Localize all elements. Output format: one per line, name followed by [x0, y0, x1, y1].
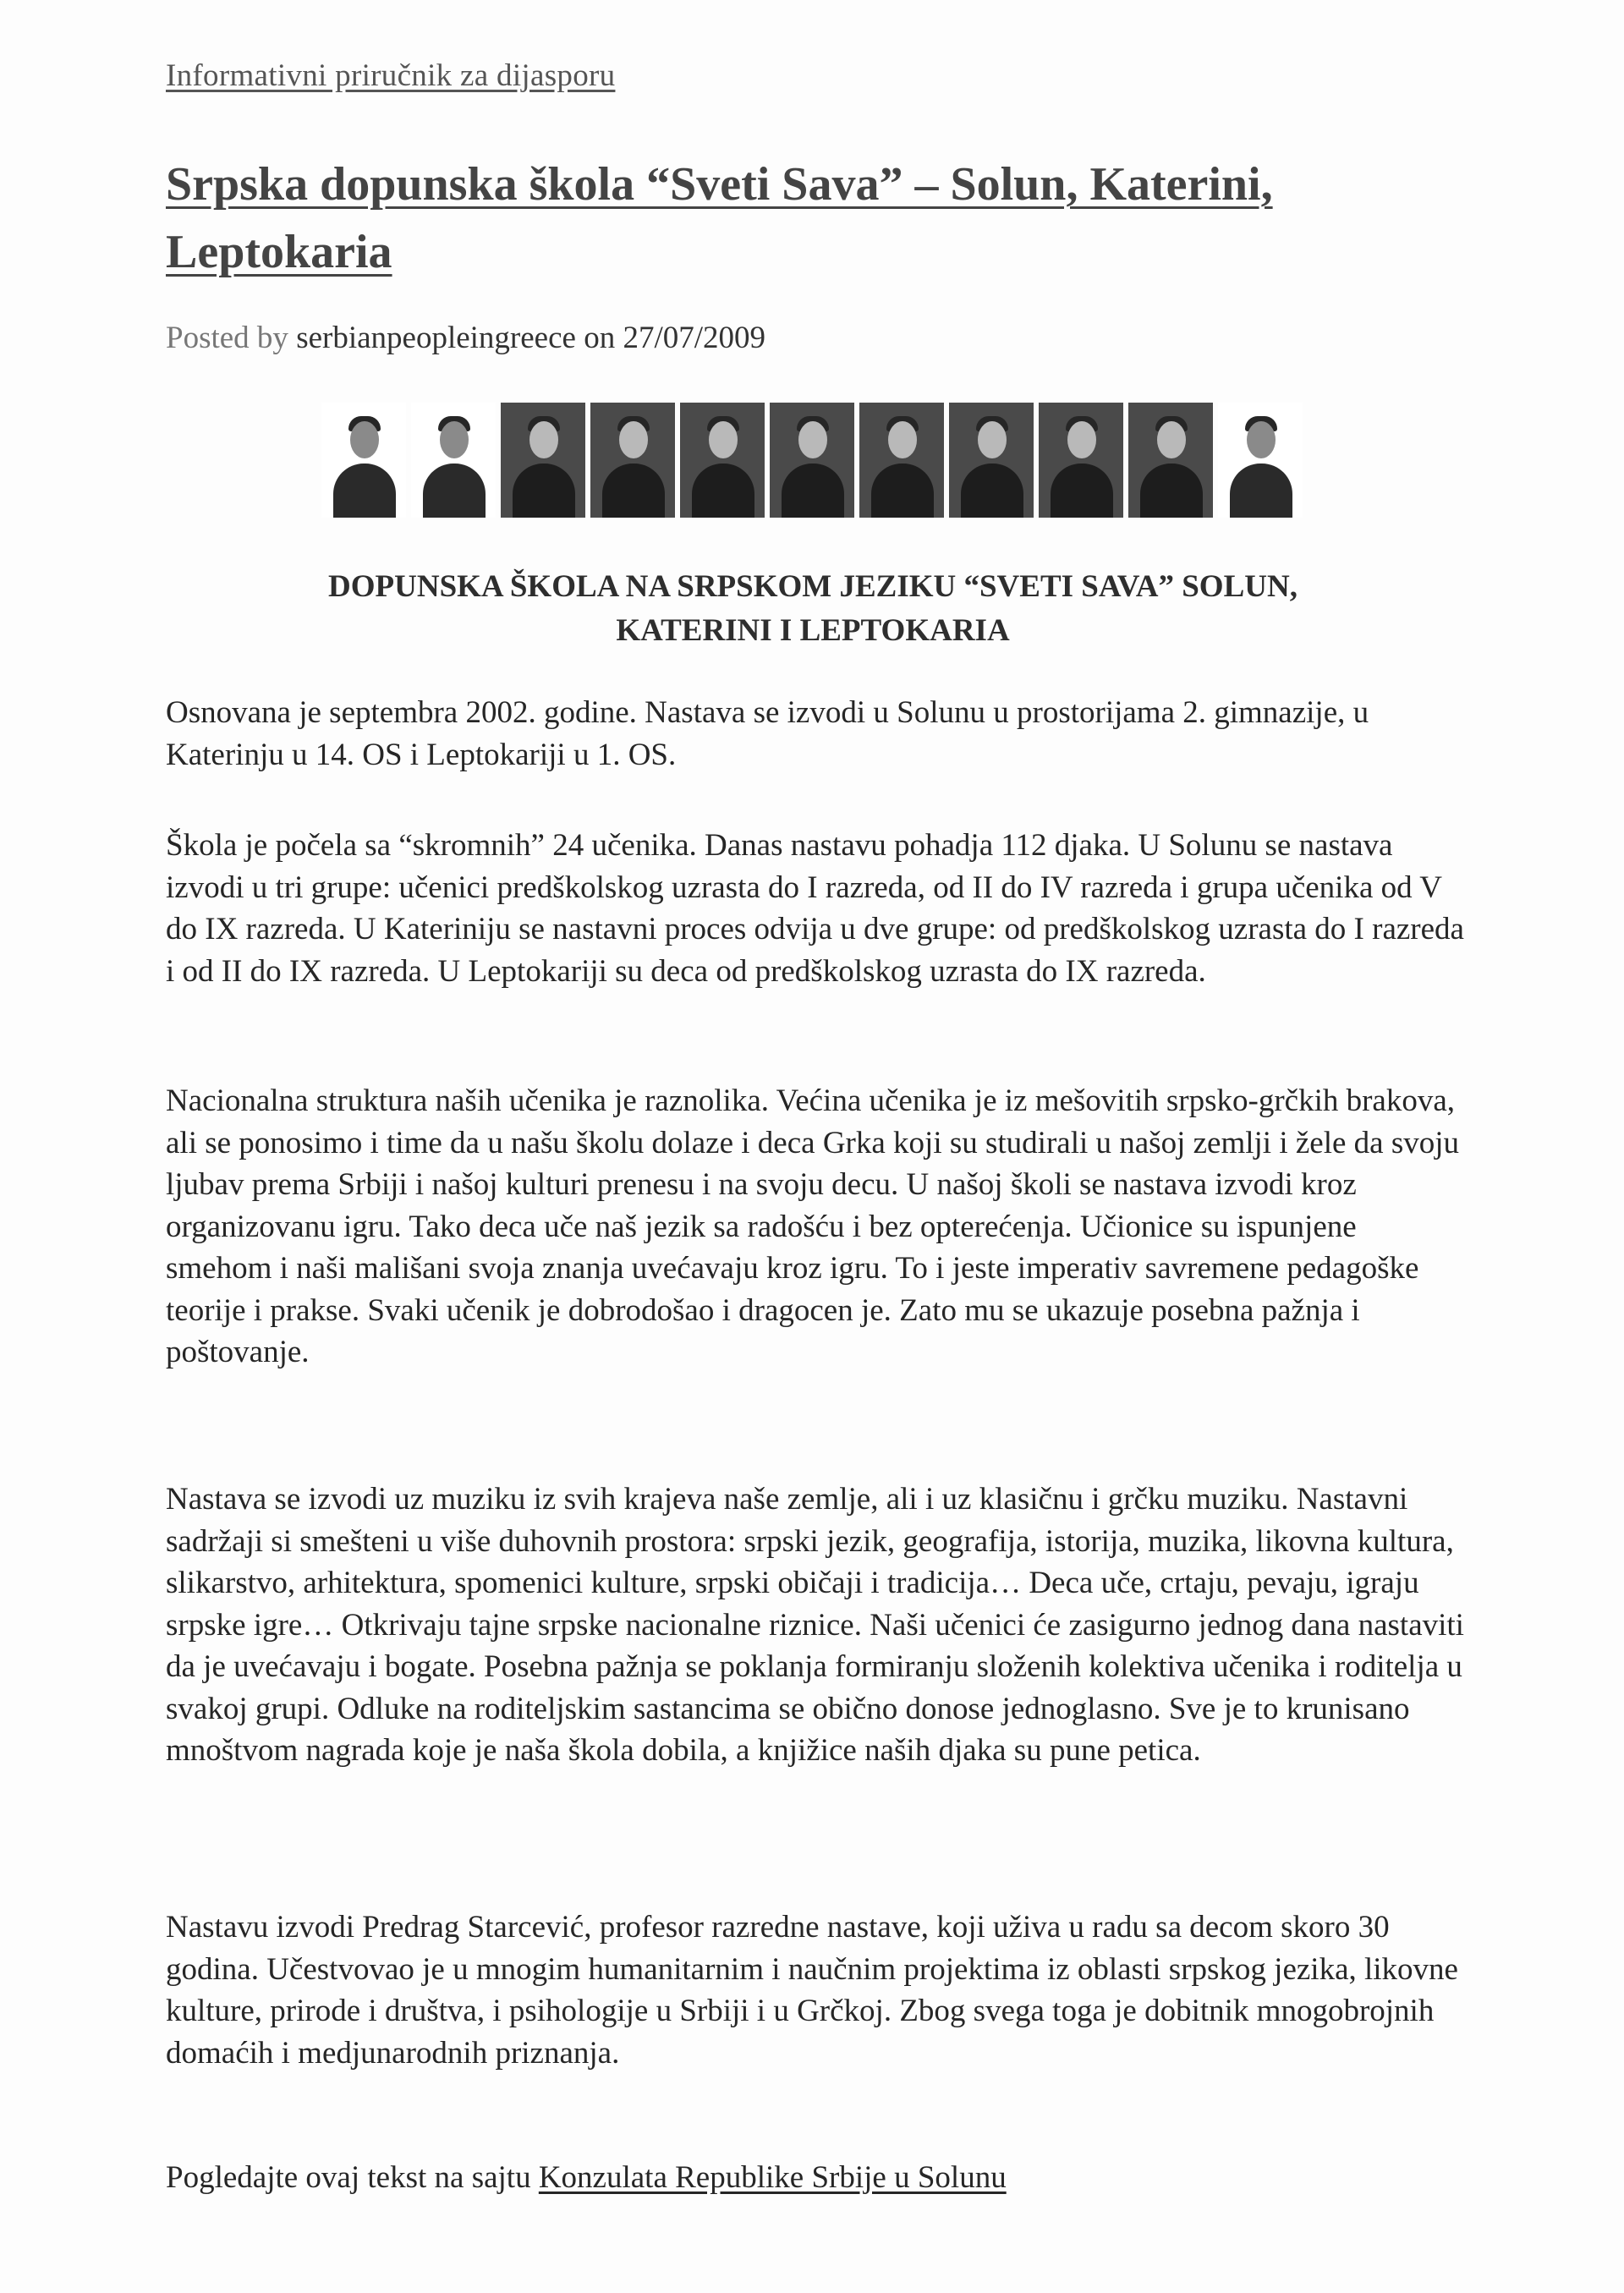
portrait-body — [782, 464, 844, 518]
portrait-body — [1051, 464, 1113, 518]
portrait-body — [333, 464, 396, 518]
portrait-body — [871, 464, 934, 518]
section-heading-line-2: KATERINI I LEPTOKARIA — [616, 613, 1010, 648]
portrait-2 — [411, 403, 496, 518]
posted-date: 27/07/2009 — [623, 321, 766, 355]
portrait-face — [350, 421, 379, 458]
posted-author: serbianpeopleingreece — [296, 321, 576, 355]
portrait-body — [513, 464, 575, 518]
portrait-body — [692, 464, 754, 518]
portrait-body — [1140, 464, 1203, 518]
portrait-9 — [1039, 403, 1123, 518]
portrait-face — [1157, 421, 1186, 458]
paragraph-students: Škola je počela sa “skromnih” 24 učenika. Danas nastavu pohadja 112 djaka. U Solunu se nastava izvodi u tri grupe: učenici predškolskog uzrasta do I razreda, od II do IV razreda i grupa učenika od V do IX razreda. U Kateriniju se nastavni proces odvija u dve grupe: od predškolskog uzrasta do I razreda i od II do IX razreda. U Leptokariji su deca od predškolskog uzrasta do IX razreda. — [166, 828, 1464, 989]
portrait-10 — [1128, 403, 1213, 518]
portrait-5 — [680, 403, 765, 518]
portrait-11 — [1218, 403, 1303, 518]
section-heading — [166, 565, 1460, 653]
portrait-face — [440, 421, 469, 458]
portrait-7 — [859, 403, 944, 518]
paragraph-structure: Nacionalna struktura naših učenika je raznolika. Većina učenika je iz mešovitih srpsko-grčkih brakova, ali se ponosimo i time da u našu školu dolaze i deca Grka koji su studirali u našoj zemlji i žele da svoju ljubav prema Srbiji i našoj kulturi prenesu i na svoju decu. U našoj školi se nastava izvodi kroz organizovanu igru. Tako deca uče naš jezik sa radošću i bez opterećenja. Učionice su ispunjene smehom i naši mališani svoja znanja uvećavaju kroz igru. To i jeste imperativ savremene pedagoške teorije i prakse. Svaki učenik je dobrodošao i dragocen je. Zato mu se ukazuje posebna pažnja i poštovanje. — [166, 1083, 1459, 1369]
portrait-body — [602, 464, 665, 518]
portrait-body — [1230, 464, 1292, 518]
posted-on-label: on — [584, 321, 616, 355]
portrait-face — [978, 421, 1007, 458]
portrait-body — [961, 464, 1023, 518]
footer-prefix: Pogledajte ovaj tekst na sajtu — [166, 2160, 531, 2195]
section-heading-line-1: DOPUNSKA ŠKOLA NA SRPSKOM JEZIKU “SVETI SAVA” SOLUN, — [328, 569, 1298, 604]
portrait-face — [1247, 421, 1276, 458]
portrait-face — [619, 421, 648, 458]
paragraph-curriculum: Nastava se izvodi uz muziku iz svih krajeva naše zemlje, ali i uz klasičnu i grčku muziku. Nastavni sadržaji si smešteni u više duhovnih prostora: srpski jezik, geografija, istorija, muzika, likovna kultura, slikarstvo, arhitektura, spomenici kulture, srpski običaji i tradicija… Deca uče, crtaju, pevaju, igraju srpske igre… Otkrivaju tajne srpske nacionalne riznice. Naši učenici će zasigurno jednog dana nastaviti da je uvećavaju i bogate. Posebna pažnja se poklanja formiranju složenih kolektiva učenika i roditelja u svakoj grupi. Odluke na roditeljskim sastancima se obično donose jednoglasno. Sve je to krunisano mnoštvom nagrada koje je naša škola dobila, a knjižice naših djaka su pune petica. — [166, 1482, 1464, 1768]
portrait-8 — [949, 403, 1034, 518]
portrait-body — [423, 464, 486, 518]
portrait-face — [888, 421, 917, 458]
posted-by-line — [166, 320, 765, 356]
portrait-3 — [501, 403, 585, 518]
portrait-1 — [321, 403, 406, 518]
portrait-face — [529, 421, 558, 458]
portrait-strip-image — [321, 399, 1309, 518]
paragraph-founding: Osnovana je septembra 2002. godine. Nastava se izvodi u Solunu u prostorijama 2. gimnazije, u Katerinju u 14. OS i Leptokariji u 1. OS. — [166, 695, 1369, 772]
footer-line — [166, 2157, 1468, 2199]
article-title: Srpska dopunska škola “Sveti Sava” – Solun, Katerini, Leptokaria — [166, 158, 1273, 278]
consulate-link[interactable]: Konzulata Republike Srbije u Solunu — [538, 2160, 1007, 2195]
portrait-4 — [590, 403, 675, 518]
paragraph-teacher: Nastavu izvodi Predrag Starcević, profesor razredne nastave, koji uživa u radu sa decom skoro 30 godina. Učestvovao je u mnogim humanitarnim i naučnim projektima iz oblasti srpskog jezika, likovne kulture, prirode i društva, i psihologije u Srbiji i u Grčkoj. Zbog svega toga je dobitnik mnogobrojnih domaćih i medjunarodnih priznanja. — [166, 1910, 1458, 2071]
posted-by-label: Posted by — [166, 321, 288, 355]
handbook-header: Informativni priručnik za dijasporu — [166, 58, 616, 93]
portrait-face — [798, 421, 827, 458]
portrait-face — [1067, 421, 1096, 458]
portrait-6 — [770, 403, 854, 518]
portrait-face — [709, 421, 738, 458]
